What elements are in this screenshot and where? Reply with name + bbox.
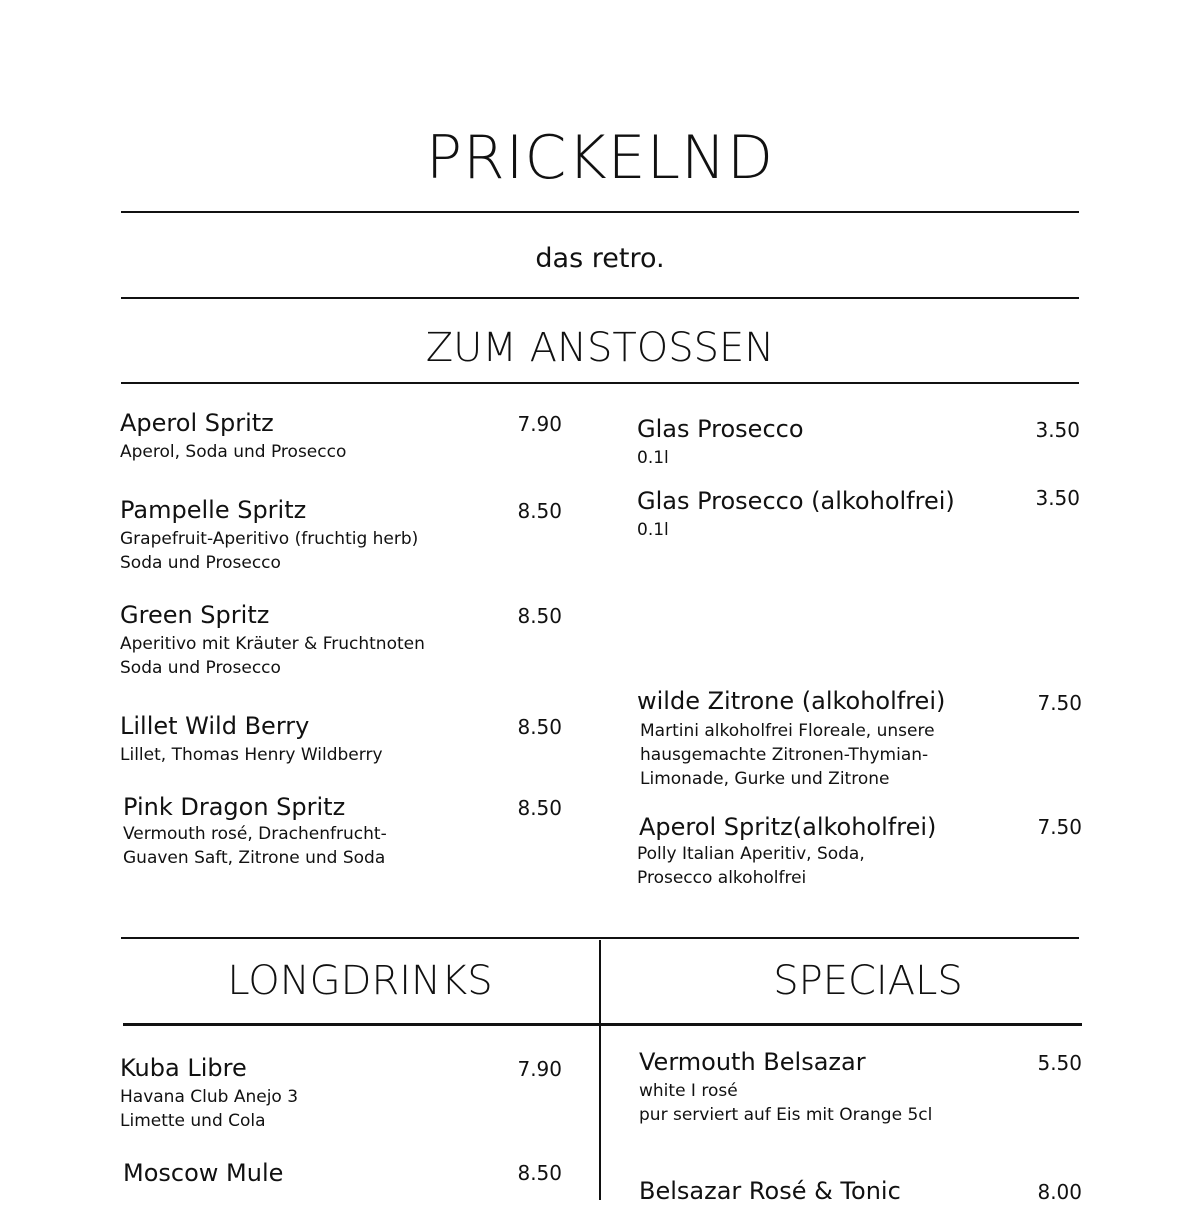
item-price: 8.50 xyxy=(517,715,562,739)
divider xyxy=(121,382,1079,384)
item-price: 7.90 xyxy=(517,1057,562,1081)
item-price: 7.50 xyxy=(1037,815,1082,839)
menu-item-belsazar-rose-tonic xyxy=(639,1176,901,1206)
menu-item-green-spritz xyxy=(120,600,425,680)
item-name: Green Spritz xyxy=(120,601,270,629)
page-title: PRICKELND xyxy=(425,123,775,193)
menu-item-pink-dragon-spritz xyxy=(123,792,387,870)
section-title-specials: SPECIALS xyxy=(773,958,963,1004)
item-description: Guaven Saft, Zitrone und Soda xyxy=(123,848,386,868)
section-title-longdrinks: LONGDRINKS xyxy=(227,958,493,1004)
item-name: Aperol Spritz xyxy=(120,409,274,437)
item-name: Moscow Mule xyxy=(123,1159,284,1187)
item-description: Prosecco alkoholfrei xyxy=(637,868,807,888)
item-price: 3.50 xyxy=(1035,486,1080,510)
menu-item-wilde-zitrone xyxy=(637,686,945,791)
menu-item-vermouth-belsazar xyxy=(639,1047,932,1127)
item-price: 8.50 xyxy=(517,604,562,628)
item-name: Glas Prosecco xyxy=(637,415,804,443)
item-name: Kuba Libre xyxy=(120,1054,247,1082)
divider xyxy=(121,211,1079,213)
item-description: pur serviert auf Eis mit Orange 5cl xyxy=(639,1105,933,1125)
item-description: Lillet, Thomas Henry Wildberry xyxy=(120,745,383,765)
item-description: Limonade, Gurke und Zitrone xyxy=(640,769,890,789)
item-price: 8.50 xyxy=(517,499,562,523)
item-price: 8.50 xyxy=(517,1161,562,1185)
item-description: 0.1l xyxy=(637,520,669,540)
item-description: white I rosé xyxy=(639,1081,738,1101)
item-price: 5.50 xyxy=(1037,1051,1082,1075)
menu-item-aperol-spritz xyxy=(120,408,346,464)
menu-item-glas-prosecco xyxy=(637,414,804,470)
item-description: Limette und Cola xyxy=(120,1111,266,1131)
item-description: Soda und Prosecco xyxy=(120,553,281,573)
item-description: Aperitivo mit Kräuter & Fruchtnoten xyxy=(120,634,425,654)
item-description: Grapefruit-Aperitivo (fruchtig herb) xyxy=(120,529,419,549)
item-price: 8.50 xyxy=(517,796,562,820)
item-price: 7.90 xyxy=(517,412,562,436)
item-price: 3.50 xyxy=(1035,418,1080,442)
item-name: Belsazar Rosé & Tonic xyxy=(639,1177,901,1205)
item-name: Aperol Spritz(alkoholfrei) xyxy=(639,813,937,841)
item-description: Martini alkoholfrei Floreale, unsere xyxy=(640,721,935,741)
menu-item-kuba-libre xyxy=(120,1053,298,1133)
item-description: Vermouth rosé, Drachenfrucht- xyxy=(123,824,387,844)
menu-item-moscow-mule xyxy=(123,1158,283,1188)
divider xyxy=(121,937,1079,939)
item-description: Havana Club Anejo 3 xyxy=(120,1087,299,1107)
divider xyxy=(123,1023,1082,1026)
item-description: Aperol, Soda und Prosecco xyxy=(120,442,347,462)
item-description: 0.1l xyxy=(637,448,669,468)
section-title-zum-anstossen: ZUM ANSTOSSEN xyxy=(425,325,775,371)
item-name: Pink Dragon Spritz xyxy=(123,793,346,821)
menu-item-aperol-spritz-alkoholfrei xyxy=(637,812,936,890)
item-description: Soda und Prosecco xyxy=(120,658,281,678)
item-price: 8.00 xyxy=(1037,1180,1082,1204)
menu-item-glas-prosecco-alkoholfrei xyxy=(637,486,955,542)
item-name: wilde Zitrone (alkoholfrei) xyxy=(637,687,946,715)
menu-item-lillet-wild-berry xyxy=(120,711,383,767)
item-description: Polly Italian Aperitiv, Soda, xyxy=(637,844,865,864)
item-name: Pampelle Spritz xyxy=(120,496,307,524)
menu-item-pampelle-spritz xyxy=(120,495,418,575)
item-name: Glas Prosecco (alkoholfrei) xyxy=(637,487,955,515)
page-subtitle: das retro. xyxy=(535,243,665,274)
divider xyxy=(121,297,1079,299)
item-name: Vermouth Belsazar xyxy=(639,1048,866,1076)
item-description: hausgemachte Zitronen-Thymian- xyxy=(640,745,929,765)
item-name: Lillet Wild Berry xyxy=(120,712,310,740)
item-price: 7.50 xyxy=(1037,691,1082,715)
